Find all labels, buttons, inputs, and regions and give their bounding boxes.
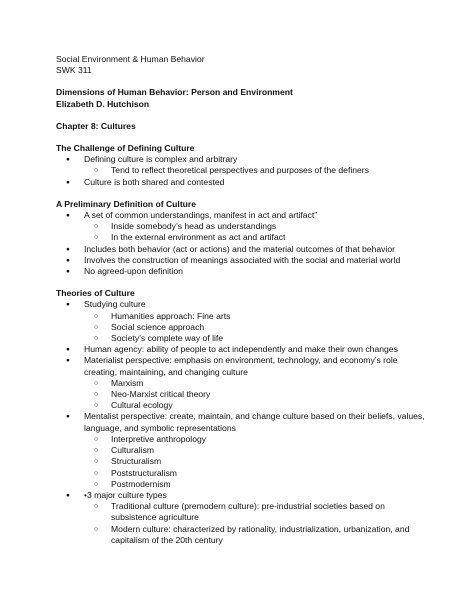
- list-item: [56, 490, 428, 546]
- list-item-text: •3 major culture types: [84, 489, 167, 500]
- list-item: ● Includes both behavior (act or actions) and the material outcomes of that behavior: [56, 244, 428, 255]
- sub-list-item: ○ Structuralism: [84, 456, 428, 467]
- sub-list: [84, 165, 428, 176]
- list-item: [56, 411, 428, 489]
- document-body: [56, 54, 428, 546]
- sub-list-item: ○ Society’s complete way of life: [84, 333, 428, 344]
- list-item: [56, 355, 428, 411]
- list-item: ● Involves the construction of meanings associated with the social and material world: [56, 255, 428, 266]
- list-item: [56, 154, 428, 176]
- list-item-text: Defining culture is complex and arbitrary: [84, 154, 238, 165]
- bullet-list: [56, 299, 428, 545]
- bullet-list: [56, 154, 428, 188]
- sub-list-item: ○ Inside somebody’s head as understandings: [84, 221, 428, 232]
- sub-list: [84, 311, 428, 345]
- sub-list: [84, 501, 428, 546]
- bullet-list: [56, 210, 428, 277]
- sub-list-item: ○ Neo-Marxist critical theory: [84, 389, 428, 400]
- list-item-text: Studying culture: [84, 299, 146, 310]
- sub-list-item: ○ Marxism: [84, 378, 428, 389]
- sub-list: [84, 434, 428, 490]
- list-item: ● Human agency: ability of people to act independently and make their own changes: [56, 344, 428, 355]
- sub-list-item: ○ Poststructuralism: [84, 468, 428, 479]
- book-title: Dimensions of Human Behavior: Person and Environment: [56, 87, 293, 98]
- list-item: ● No agreed-upon definition: [56, 266, 428, 277]
- sub-list-item: ○ In the external environment as act and artifact: [84, 232, 428, 243]
- sub-list-item: ○ Modern culture: characterized by rationality, industrialization, urbanization, and capitalism of the 20th century: [84, 524, 428, 546]
- list-item: [56, 210, 428, 244]
- sub-list-item: ○ Postmodernism: [84, 479, 428, 490]
- sub-list-item: ○ Traditional culture (premodern culture): pre-industrial societies based on subsistence agriculture: [84, 501, 428, 523]
- book-author: Elizabeth D. Hutchison: [56, 98, 150, 109]
- sub-list-item: ○ Interpretive anthropology: [84, 434, 428, 445]
- list-item-text: Materialist perspective: emphasis on environment, technology, and economy’s role creating, maintaining, and changing culture: [84, 355, 398, 377]
- list-item-text: Mentalist perspective: create, maintain, and change culture based on their beliefs, values, language, and symbolic representations: [84, 411, 425, 433]
- section-heading: Theories of Culture: [56, 288, 135, 299]
- list-item: [56, 299, 428, 344]
- sub-list: [84, 378, 428, 412]
- sub-list-item: ○ Culturalism: [84, 445, 428, 456]
- sub-list-item: ○ Tend to reflect theoretical perspectives and purposes of the definers: [84, 165, 428, 176]
- section-heading: The Challenge of Defining Culture: [56, 143, 195, 154]
- sub-list: [84, 221, 428, 243]
- course-code: SWK 311: [56, 65, 92, 76]
- course-title: Social Environment & Human Behavior: [56, 54, 205, 64]
- sub-list-item: ○ Humanities approach: Fine arts: [84, 311, 428, 322]
- list-item-text: A set of common understandings, manifest in act and artifact”: [84, 210, 318, 221]
- chapter-heading: Chapter 8: Cultures: [56, 120, 136, 131]
- sub-list-item: ○ Social science approach: [84, 322, 428, 333]
- sub-list-item: ○ Cultural ecology: [84, 400, 428, 411]
- section-heading: A Preliminary Definition of Culture: [56, 198, 197, 209]
- list-item: ● Culture is both shared and contested: [56, 177, 428, 188]
